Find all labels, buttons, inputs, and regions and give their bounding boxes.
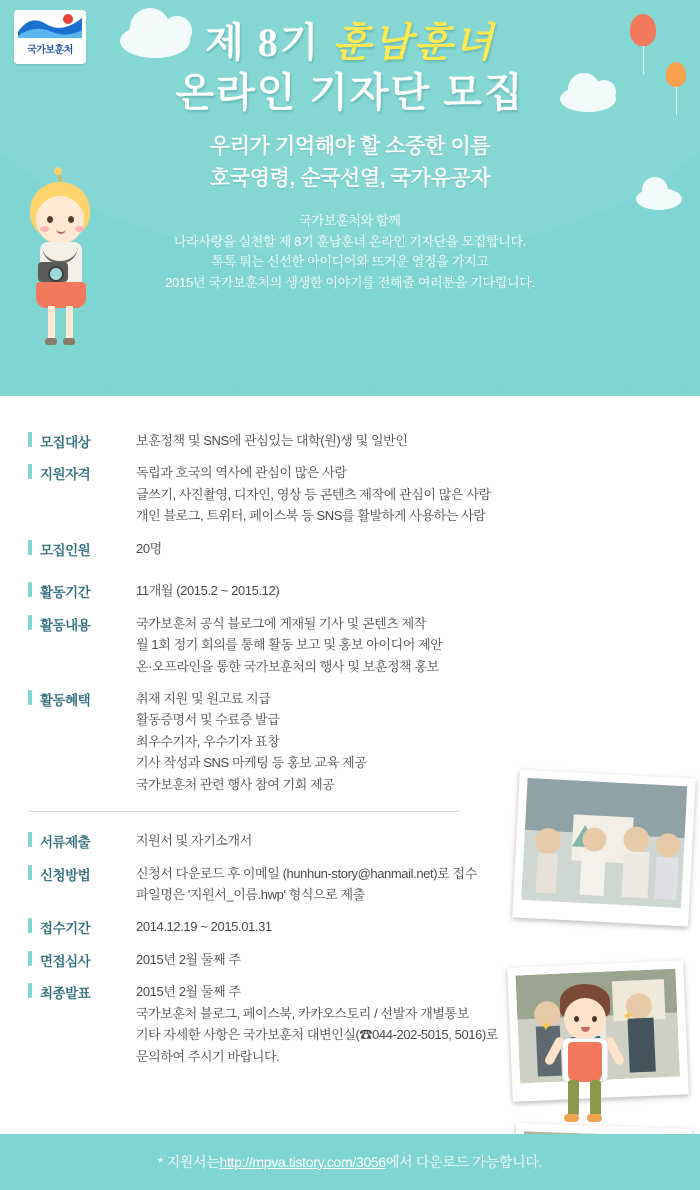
application-download-link[interactable]: http://mpva.tistory.com/3056 [219, 1154, 386, 1170]
row-line: 기사 작성과 SNS 마케팅 등 홍보 교육 제공 [136, 755, 367, 771]
row-label: 서류제출 [28, 830, 136, 851]
row-line: 기타 자세한 사항은 국가보훈처 대변인실(☎044-202-5015, 5016)로 [136, 1027, 499, 1043]
footer-prefix: * 지원서는 [157, 1154, 220, 1170]
title-line1-prefix: 제 8기 [205, 20, 333, 65]
row-value [136, 981, 498, 1067]
poster-footer [0, 1134, 700, 1190]
row-label: 모집인원 [28, 538, 136, 559]
row-label: 활동기간 [28, 580, 136, 601]
row-value [136, 916, 272, 937]
detail-row [28, 949, 700, 970]
row-line: 11개월 (2015.2 ~ 2015.12) [136, 583, 280, 599]
row-line: 국가보훈처 관련 행사 참여 기회 제공 [136, 776, 335, 792]
row-line: 월 1회 정기 회의를 통해 활동 보고 및 홍보 아이디어 제안 [136, 637, 443, 653]
poster-header [0, 0, 700, 370]
subtitle-line2: 호국영령, 순국선열, 국가유공자 [209, 167, 491, 191]
row-value [136, 613, 442, 677]
title-line1-highlight: 훈남훈녀 [332, 20, 495, 65]
row-value [136, 538, 162, 559]
detail-row [28, 981, 700, 1067]
row-line: 문의하여 주시기 바랍니다. [136, 1048, 280, 1064]
detail-row [28, 538, 700, 559]
sparkle-icon: ✦ [622, 1008, 634, 1024]
desc-line-3: 톡톡 튀는 신선한 아이디어와 뜨거운 열정을 가지고 [211, 254, 489, 270]
row-line: 보훈정책 및 SNS에 관심있는 대학(원)생 및 일반인 [136, 433, 408, 448]
row-label: 활동내용 [28, 613, 136, 634]
row-label: 신청방법 [28, 863, 136, 884]
row-label: 활동혜택 [28, 688, 136, 709]
poster-body [0, 396, 700, 1190]
row-label: 지원자격 [28, 462, 136, 483]
row-line: 최우수기자, 우수기자 표창 [136, 733, 280, 749]
poster-title-line2: 온라인 기자단 모집 [175, 70, 525, 115]
logo-text: 국가보훈처 [27, 45, 73, 56]
row-line: 개인 블로그, 트위터, 페이스북 등 SNS를 활발하게 사용하는 사람 [136, 508, 486, 524]
detail-row [28, 430, 700, 451]
row-value [136, 688, 366, 795]
detail-rows [0, 430, 700, 795]
scallop-divider [0, 370, 700, 396]
row-line: 2015년 2월 둘째 주 [136, 984, 241, 1000]
row-value [136, 863, 477, 906]
row-line: 국가보훈처 블로그, 페이스북, 카카오스토리 / 선발자 개별통보 [136, 1005, 469, 1021]
detail-row [28, 830, 700, 851]
row-line: 독립과 호국의 역사에 관심이 많은 사람 [136, 465, 347, 481]
row-line: 글쓰기, 사진촬영, 디자인, 영상 등 콘텐츠 제작에 관심이 많은 사람 [136, 486, 491, 502]
section-divider [28, 811, 460, 812]
row-value [136, 462, 491, 526]
sparkle-icon: ✦ [540, 1018, 552, 1034]
row-label: 접수기간 [28, 916, 136, 937]
row-label: 모집대상 [28, 430, 136, 451]
footer-suffix: 에서 다운로드 가능합니다. [385, 1154, 543, 1170]
detail-row [28, 916, 700, 937]
row-line: 지원서 및 자기소개서 [136, 833, 252, 849]
detail-rows-secondary [0, 830, 700, 1067]
row-line: 파일명은 '지원서_이름.hwp' 형식으로 제출 [136, 887, 365, 902]
header-description [0, 211, 700, 294]
row-line: 20명 [136, 540, 162, 556]
row-label: 최종발표 [28, 981, 136, 1002]
detail-row [28, 863, 700, 906]
row-line: 활동증명서 및 수료증 발급 [136, 712, 280, 728]
detail-row [28, 688, 700, 795]
desc-line-1: 국가보훈처와 함께 [299, 212, 401, 228]
row-label: 면접심사 [28, 949, 136, 970]
row-line: 2014.12.19 ~ 2015.01.31 [136, 919, 272, 935]
subtitle-line1: 우리가 기억해야 할 소중한 이름 [209, 135, 491, 158]
title-block [0, 0, 700, 294]
row-line: 국가보훈처 공식 블로그에 게재될 기사 및 콘텐츠 제작 [136, 615, 426, 631]
row-value [136, 430, 408, 451]
row-line: 온·오프라인을 통한 국가보훈처의 행사 및 보훈정책 홍보 [136, 658, 439, 674]
row-value [136, 580, 279, 601]
row-line: 취재 지원 및 원고료 지급 [136, 690, 271, 706]
detail-row [28, 613, 700, 677]
row-value [136, 949, 241, 970]
detail-row [28, 462, 700, 526]
row-line: 2015년 2월 둘째 주 [136, 951, 241, 967]
detail-row [28, 580, 700, 601]
desc-line-2: 나라사랑을 실천할 제 8기 훈남훈녀 온라인 기자단을 모집합니다. [173, 233, 527, 249]
poster-title-line1 [0, 18, 700, 68]
row-value [136, 830, 252, 851]
desc-line-4: 2015년 국가보훈처의 생생한 이야기를 전해줄 여러분을 기다립니다. [165, 275, 535, 291]
row-line: 신청서 다운로드 후 이메일 (hunhun-story@hanmail.net)로 접수 [136, 865, 477, 881]
